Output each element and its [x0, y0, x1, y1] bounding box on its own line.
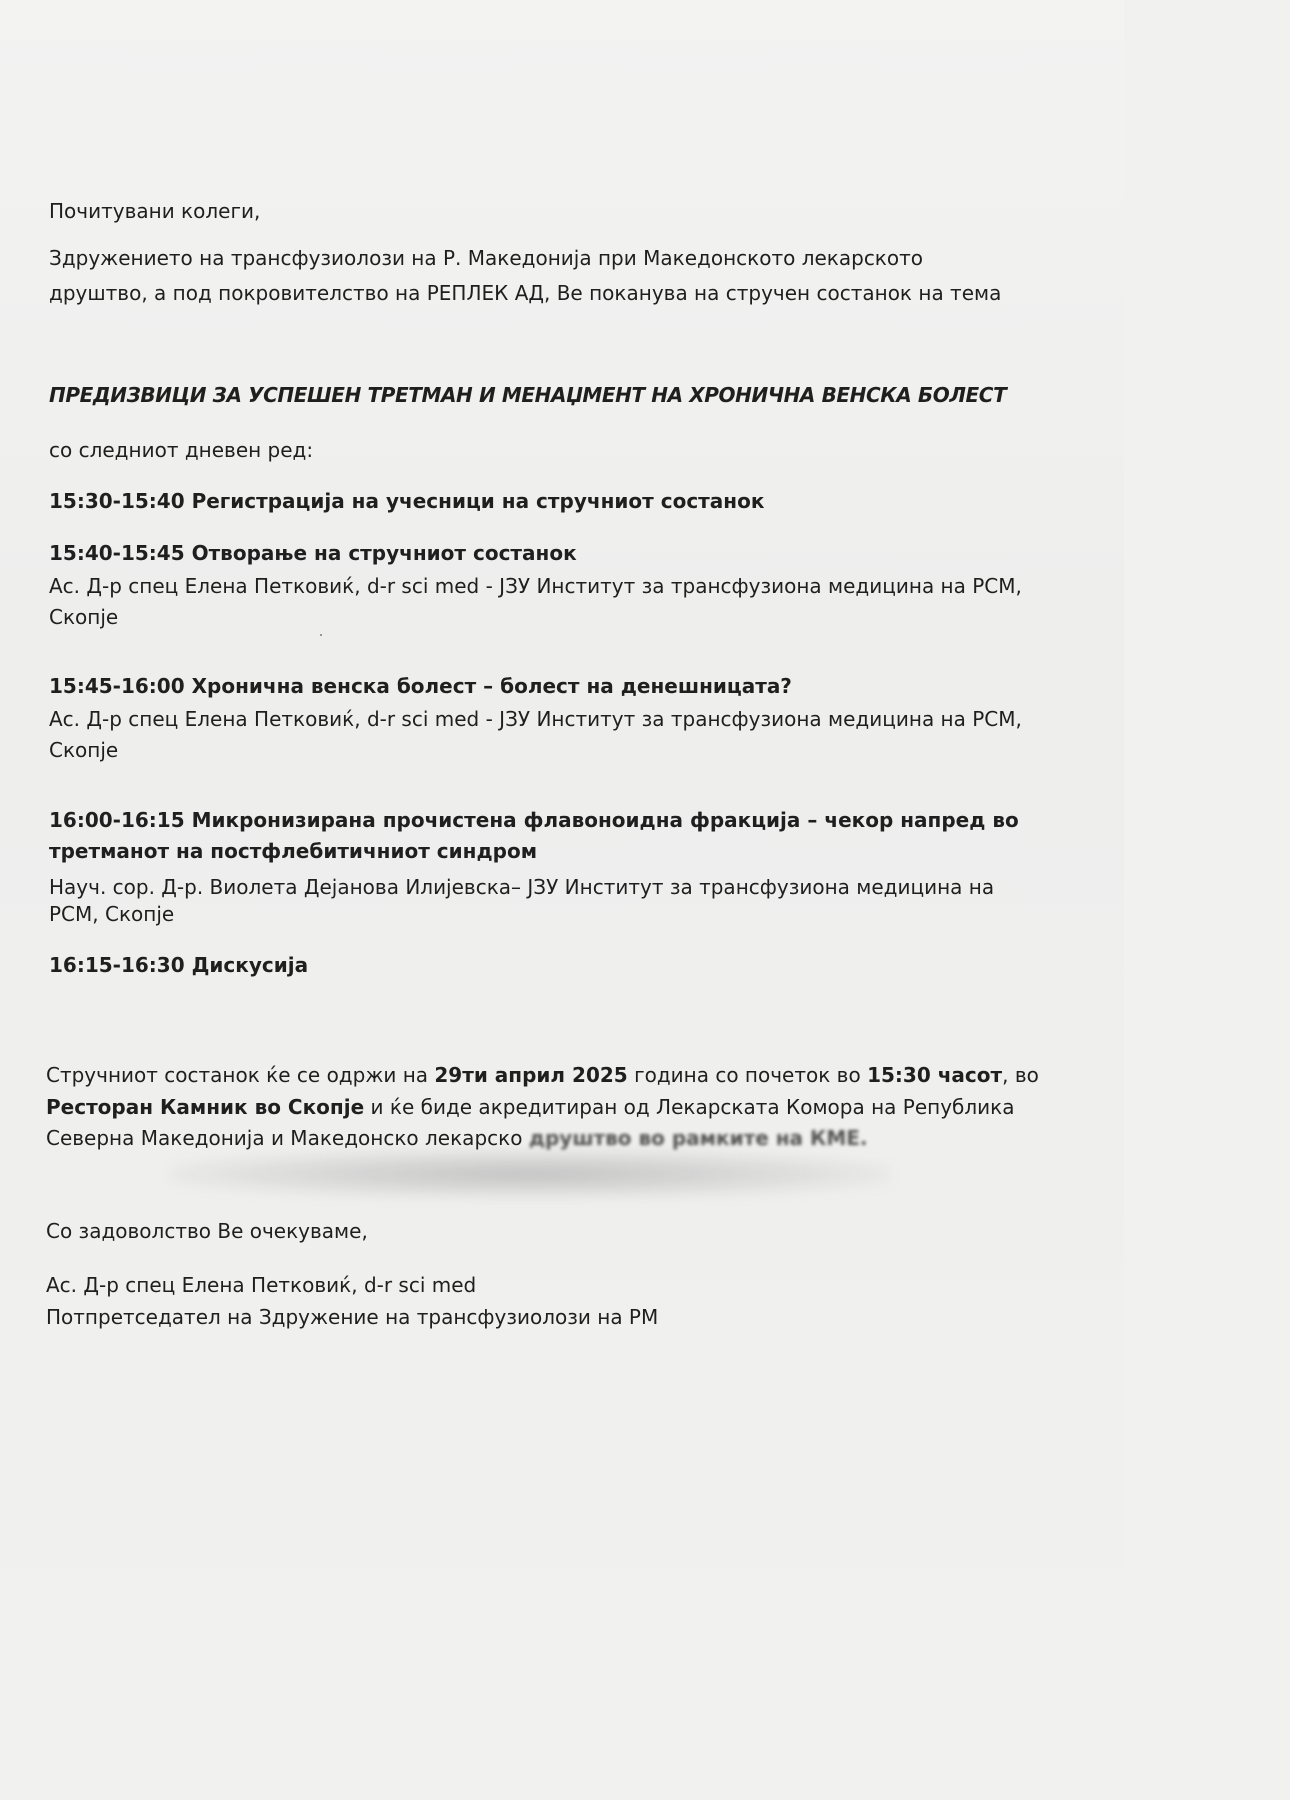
closing-text: , во: [1002, 1063, 1039, 1087]
closing-text: Северна Македонија и Македонско лекарско: [46, 1126, 529, 1150]
agenda-item-speaker: Науч. сор. Д-р. Виолета Дејанова Илијевска– ЈЗУ Институт за трансфузиона медицина на: [49, 875, 995, 899]
closing-line-2: [46, 1094, 1015, 1120]
agenda-item-title: 15:30-15:40 Регистрација на учесници на стручниот состанок: [49, 489, 765, 513]
intro-line-2: друштво, а под покровителство на РЕПЛЕК АД, Ве поканува на стручен состанок на тема: [49, 281, 1002, 305]
sign-off: Со задоволство Ве очекуваме,: [46, 1219, 368, 1243]
signature-name: Ас. Д-р спец Елена Петковиќ, d-r sci med: [46, 1273, 477, 1297]
signature-title: Потпретседател на Здружение на трансфузиолози на РМ: [46, 1305, 659, 1329]
agenda-item-speaker: РСМ, Скопје: [49, 902, 175, 926]
agenda-item-title: 15:40-15:45 Отворање на стручниот состанок: [49, 541, 577, 565]
agenda-item-speaker: Скопје: [49, 605, 119, 629]
redaction-smudge: [170, 1150, 890, 1198]
paper-speck: [320, 634, 322, 636]
closing-line-1: [46, 1062, 1039, 1088]
agenda-item-title: 16:00-16:15 Микронизирана прочистена флавоноидна фракција – чекор напред во: [49, 808, 1019, 832]
agenda-item-speaker: Ас. Д-р спец Елена Петковиќ, d-r sci med - ЈЗУ Институт за трансфузиона медицина на РСМ,: [49, 574, 1022, 598]
meeting-date: 29ти април 2025: [434, 1063, 628, 1087]
agenda-item-title: третманот на постфлебитичниот синдром: [49, 839, 538, 863]
closing-text: година со почеток во: [627, 1063, 868, 1087]
meeting-venue: Ресторан Камник во Скопје: [46, 1095, 365, 1119]
agenda-intro: со следниот дневен ред:: [49, 438, 314, 462]
blurred-text: друштво во рамките на КМЕ.: [528, 1126, 868, 1150]
agenda-item-speaker: Скопје: [49, 738, 119, 762]
closing-text: и ќе биде акредитиран од Лекарската Комора на Република: [364, 1095, 1015, 1119]
salutation: Почитувани колеги,: [49, 199, 261, 223]
agenda-item-speaker: Ас. Д-р спец Елена Петковиќ, d-r sci med - ЈЗУ Институт за трансфузиона медицина на РСМ,: [49, 707, 1022, 731]
agenda-item-title: 16:15-16:30 Дискусија: [49, 953, 309, 977]
closing-text: Стручниот состанок ќе се одржи на: [46, 1063, 435, 1087]
meeting-time: 15:30 часот: [867, 1063, 1003, 1087]
closing-line-3: [46, 1125, 868, 1151]
intro-line-1: Здружението на трансфузиолози на Р. Македонија при Македонското лекарското: [49, 246, 924, 270]
meeting-topic: ПРЕДИЗВИЦИ ЗА УСПЕШЕН ТРЕТМАН И МЕНАЏМЕНТ НА ХРОНИЧНА ВЕНСКА БОЛЕСТ: [49, 383, 1007, 407]
agenda-item-title: 15:45-16:00 Хронична венска болест – болест на денешницата?: [49, 674, 792, 698]
